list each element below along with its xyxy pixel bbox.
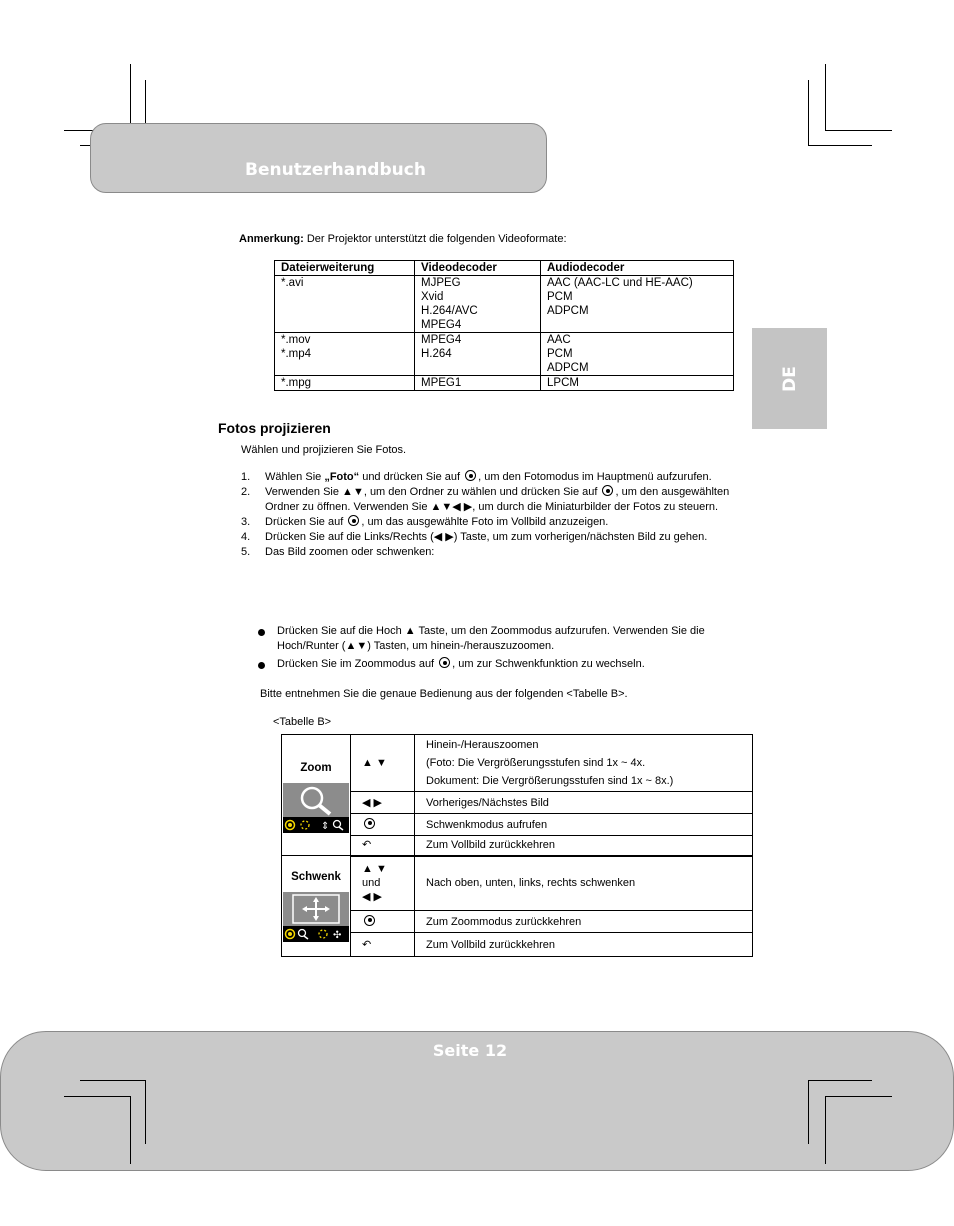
cell-ext [275, 276, 415, 333]
step-text: und drücken Sie auf [359, 471, 464, 483]
svg-text:⇕: ⇕ [321, 821, 330, 832]
cell-line: *.mp4 [281, 348, 312, 360]
crop-mark [808, 80, 809, 146]
language-label: DE [779, 365, 800, 392]
crop-mark [145, 1080, 146, 1144]
step-number: 2. [241, 486, 251, 498]
ok-button-icon [364, 915, 375, 926]
step-text: , um den ausgewählten Ordner zu öffnen. Verwenden Sie ▲▼◀ ▶, um durch die Miniaturbilder der Fotos zu steuern. [265, 486, 730, 513]
table-row [282, 933, 753, 957]
cell-line: *.mov [281, 334, 311, 346]
step-number: 1. [241, 471, 251, 483]
crop-mark [130, 1096, 131, 1164]
cell-line: *.avi [281, 277, 304, 289]
cell-line: ADPCM [547, 305, 589, 317]
column-header: Audiodecoder [541, 261, 734, 276]
list-item [241, 470, 741, 485]
step-text: Drücken Sie auf die Links/Rechts (◀ ▶) Taste, um zum vorherigen/nächsten Bild zu gehen. [265, 531, 708, 543]
bullet-list [258, 624, 738, 672]
desc-cell: Schwenkmodus aufrufen [415, 814, 753, 836]
header-title: Benutzerhandbuch [245, 160, 426, 180]
note [239, 233, 567, 245]
step-number: 4. [241, 531, 251, 543]
list-item [241, 515, 741, 530]
header-tab [90, 123, 547, 193]
see-table-note: Bitte entnehmen Sie die genaue Bedienung aus der folgenden <Tabelle B>. [260, 688, 628, 700]
crop-mark [64, 1096, 131, 1097]
desc-line: Dokument: Die Vergrößerungsstufen sind 1x ~ 8x.) [426, 775, 674, 788]
list-item [241, 530, 741, 545]
cell-ext: *.mpg [275, 376, 415, 391]
list-item [258, 624, 738, 654]
cell-line: MJPEG [421, 277, 461, 289]
section-title: Fotos projizieren [218, 420, 331, 436]
crop-mark [825, 1096, 892, 1097]
cell-line: AAC [547, 334, 571, 346]
key-ok [351, 814, 415, 836]
bullet-icon [258, 662, 265, 669]
pan-mode-title: Schwenk [291, 871, 341, 883]
note-label: Anmerkung: [239, 233, 304, 245]
column-header: Dateierweiterung [275, 261, 415, 276]
table-row [275, 276, 734, 333]
magnifier-icon [283, 783, 349, 833]
section-intro: Wählen und projizieren Sie Fotos. [241, 444, 407, 456]
step-text: , um das ausgewählte Foto im Vollbild anzuzeigen. [361, 516, 609, 528]
table-b-label: <Tabelle B> [273, 716, 332, 728]
bullet-text: , um zur Schwenkfunktion zu wechseln. [452, 658, 645, 670]
cell-line: MPEG4 [421, 319, 462, 331]
cell-line: Xvid [421, 291, 444, 303]
desc-cell [415, 735, 753, 792]
list-item [258, 657, 738, 672]
cell-video: MPEG1 [415, 376, 541, 391]
language-tab [752, 328, 827, 429]
crop-mark [808, 1080, 872, 1081]
step-number: 3. [241, 516, 251, 528]
table-row [282, 792, 753, 814]
cell-line: PCM [547, 291, 573, 303]
step-text: Wählen Sie [265, 471, 325, 483]
key-line: ◀ ▶ [362, 891, 382, 904]
return-icon: ↶ [351, 836, 415, 856]
desc-line: (Foto: Die Vergrößerungsstufen sind 1x ~ 4x. [426, 757, 646, 770]
crop-mark [808, 1080, 809, 1144]
zoom-mode-cell [282, 735, 351, 856]
table-row [282, 814, 753, 836]
note-text: Der Projektor unterstützt die folgenden Videoformate: [303, 233, 567, 245]
step-text: Verwenden Sie ▲▼, um den Ordner zu wählen und drücken Sie auf [265, 486, 601, 498]
cell-audio [541, 276, 734, 333]
ok-button-icon [465, 470, 476, 481]
crop-mark [825, 64, 826, 130]
key-line: ▲ ▼ [362, 863, 387, 876]
pan-mode-cell [282, 856, 351, 957]
crop-mark [808, 145, 872, 146]
column-header: Videodecoder [415, 261, 541, 276]
list-item [241, 485, 741, 515]
page-number: Seite 12 [432, 1041, 508, 1060]
cell-video [415, 333, 541, 376]
step-text: , um den Fotomodus im Hauptmenü aufzurufen. [478, 471, 712, 483]
table-row [282, 910, 753, 933]
table-row [275, 376, 734, 391]
cell-line: H.264/AVC [421, 305, 478, 317]
desc-cell: Zum Vollbild zurückkehren [415, 933, 753, 957]
ok-button-icon [439, 657, 450, 668]
table-row [275, 333, 734, 376]
cell-line: MPEG4 [421, 334, 462, 346]
bullet-text: Drücken Sie auf die Hoch ▲ Taste, um den Zoommodus aufzurufen. Verwenden Sie die Hoch/Runter (▲▼) Tasten, um hinein-/herauszuzoomen. [277, 625, 705, 652]
cell-line: PCM [547, 348, 573, 360]
svg-text:✣: ✣ [333, 930, 342, 941]
bullet-text: Drücken Sie im Zoommodus auf [277, 658, 438, 670]
format-table [274, 260, 734, 391]
cell-line: AAC (AAC-LC und HE-AAC) [547, 277, 693, 289]
key-leftright: ◀ ▶ [351, 792, 415, 814]
desc-cell: Nach oben, unten, links, rechts schwenken [415, 856, 753, 911]
crop-mark [825, 130, 892, 131]
ok-button-icon [364, 818, 375, 829]
key-ok [351, 910, 415, 933]
pan-arrows-icon [283, 892, 349, 942]
table-b [281, 734, 753, 957]
desc-cell: Vorheriges/Nächstes Bild [415, 792, 753, 814]
desc-line: Hinein-/Herauszoomen [426, 739, 539, 752]
return-icon: ↶ [351, 933, 415, 957]
ok-button-icon [348, 515, 359, 526]
cell-video [415, 276, 541, 333]
cell-audio: LPCM [541, 376, 734, 391]
steps-list [241, 470, 741, 560]
cell-line: ADPCM [547, 362, 589, 374]
zoom-mode-title: Zoom [300, 762, 332, 774]
table-row [282, 735, 753, 792]
cell-audio [541, 333, 734, 376]
crop-mark [825, 1096, 826, 1164]
key-updown: ▲ ▼ [351, 735, 415, 792]
desc-cell: Zum Vollbild zurückkehren [415, 836, 753, 856]
ok-button-icon [602, 485, 613, 496]
step-number: 5. [241, 546, 251, 558]
key-all-directions [351, 856, 415, 911]
bullet-icon [258, 629, 265, 636]
table-row [282, 836, 753, 856]
key-line: und [362, 877, 381, 890]
step-emphasis: „Foto“ [324, 471, 360, 483]
desc-cell: Zum Zoommodus zurückkehren [415, 910, 753, 933]
step-text: Drücken Sie auf [265, 516, 347, 528]
crop-mark [80, 1080, 146, 1081]
table-row [282, 856, 753, 911]
format-table-header [275, 261, 734, 276]
cell-ext [275, 333, 415, 376]
cell-line: H.264 [421, 348, 452, 360]
step-text: Das Bild zoomen oder schwenken: [265, 546, 435, 558]
list-item [241, 545, 741, 560]
